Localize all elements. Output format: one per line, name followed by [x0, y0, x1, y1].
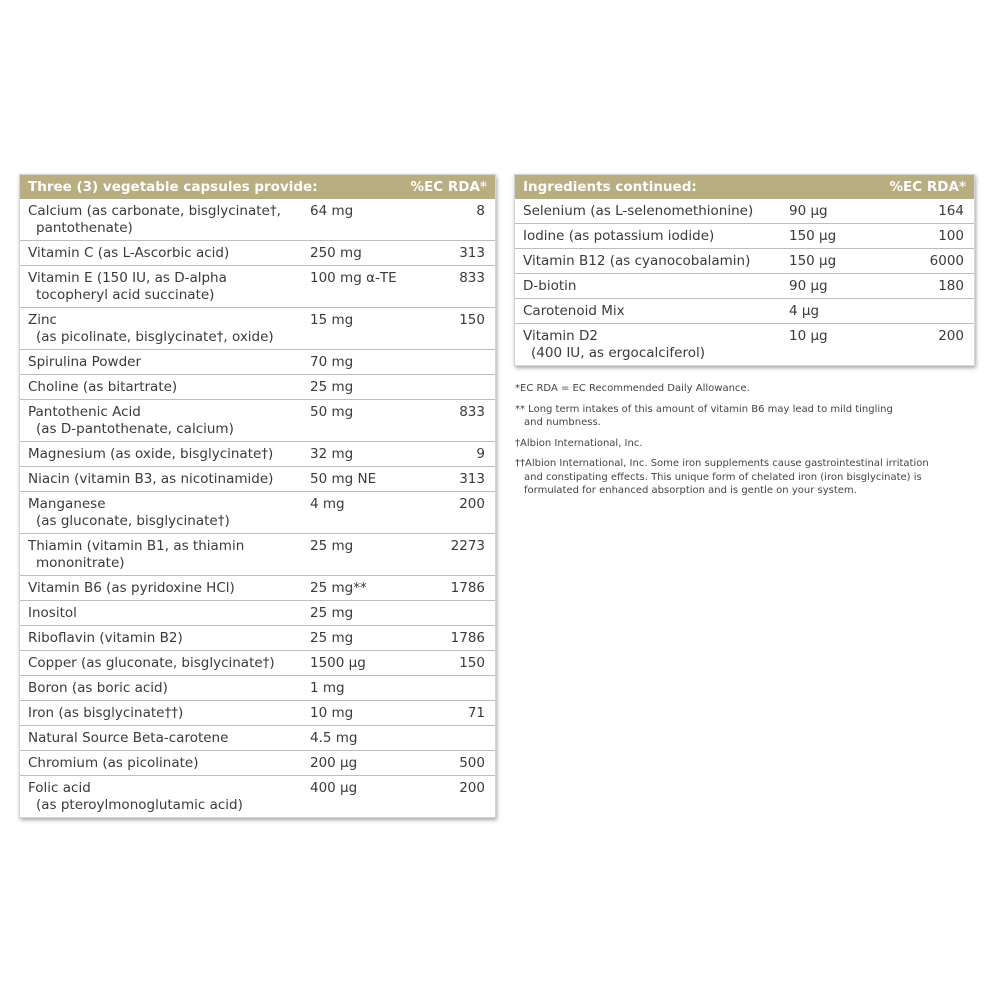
nutrient-name [20, 312, 310, 346]
nutrient-name-text: D-biotin [523, 278, 577, 294]
table-row [515, 323, 974, 365]
nutrient-name-detail: mononitrate) [36, 555, 125, 571]
nutrient-amount: 150 μg [789, 228, 837, 244]
table-row [20, 700, 495, 725]
footnote-text: †Albion International, Inc. [515, 437, 643, 449]
nutrient-name [515, 278, 789, 295]
nutrient-amount: 25 mg [310, 605, 354, 621]
nutrient-rda: 500 [459, 755, 485, 771]
nutrient-amount: 1500 μg [310, 655, 366, 671]
nutrient-name [20, 471, 310, 488]
nutrient-name-text: Spirulina Powder [28, 354, 142, 370]
table-row [20, 199, 495, 240]
nutrient-name [20, 630, 310, 647]
nutrient-amount: 1 mg [310, 680, 345, 696]
table-row [515, 199, 974, 223]
nutrient-rda: 150 [459, 312, 485, 328]
nutrient-amount: 25 mg [310, 630, 354, 646]
nutrient-amount: 250 mg [310, 245, 362, 261]
nutrient-name [20, 245, 310, 262]
nutrient-name-detail: (400 IU, as ergocalciferol) [531, 345, 706, 361]
nutrient-name-text: Vitamin C (as L-Ascorbic acid) [28, 245, 230, 261]
footnote-continuation: and numbness. [524, 417, 601, 428]
nutrient-rda: 200 [459, 496, 485, 512]
table-body [515, 199, 974, 365]
ingredients-continued-table [514, 174, 975, 366]
nutrient-name-text: Zinc [28, 312, 57, 328]
table-row [20, 307, 495, 349]
nutrient-name-detail: pantothenate) [36, 220, 133, 236]
table-header [20, 175, 495, 199]
nutrient-amount: 4.5 mg [310, 730, 358, 746]
nutrient-rda: 164 [938, 203, 964, 219]
nutrient-name [20, 580, 310, 597]
nutrient-amount: 100 mg α-TE [310, 270, 397, 286]
table-row [20, 374, 495, 399]
nutrient-name-text: Folic acid [28, 780, 91, 796]
nutrient-rda: 9 [476, 446, 485, 462]
nutrient-amount: 200 μg [310, 755, 358, 771]
nutrient-amount: 10 mg [310, 705, 354, 721]
nutrient-amount: 70 mg [310, 354, 354, 370]
nutrient-rda: 313 [459, 471, 485, 487]
table-row [515, 223, 974, 248]
nutrient-name-text: Vitamin B12 (as cyanocobalamin) [523, 253, 751, 269]
nutrient-rda [420, 730, 493, 747]
footnote [515, 382, 955, 396]
nutrient-name [20, 270, 310, 304]
nutrient-name [20, 605, 310, 622]
nutrient-name-text: Manganese [28, 496, 106, 512]
table-row [20, 775, 495, 817]
nutrient-rda: 180 [938, 278, 964, 294]
nutrient-rda: 2273 [450, 538, 485, 554]
table-row [515, 248, 974, 273]
nutrient-name-text: Boron (as boric acid) [28, 680, 168, 696]
footnote [515, 403, 955, 430]
nutrient-name-text: Vitamin E (150 IU, as D-alpha [28, 270, 227, 286]
nutrient-name-text: Calcium (as carbonate, bisglycinate†, [28, 203, 281, 219]
nutrient-rda [420, 379, 493, 396]
nutrient-rda: 200 [938, 328, 964, 344]
nutrient-name [20, 496, 310, 530]
table-body [20, 199, 495, 817]
table-row [20, 265, 495, 307]
nutrient-rda: 833 [459, 404, 485, 420]
nutrient-rda: 6000 [929, 253, 964, 269]
nutrient-name-text: Copper (as gluconate, bisglycinate†) [28, 655, 275, 671]
table-row [515, 273, 974, 298]
nutrient-rda [420, 354, 493, 371]
footnotes [515, 382, 955, 505]
nutrient-amount: 25 mg [310, 379, 354, 395]
table-row [20, 575, 495, 600]
table-row [20, 349, 495, 374]
table-row [20, 441, 495, 466]
nutrient-rda: 1786 [450, 580, 485, 596]
nutrient-name-text: Inositol [28, 605, 77, 621]
nutrient-name [515, 253, 789, 270]
nutrient-name [20, 354, 310, 371]
table-row [20, 650, 495, 675]
nutrient-name [515, 328, 789, 362]
nutrient-name [20, 446, 310, 463]
nutrient-amount: 25 mg [310, 538, 354, 554]
footnote-continuation: and constipating effects. This unique form of chelated iron (iron bisglycinate) is formulated for enhanced absorption and is gentle on your system. [524, 471, 922, 496]
table-header-title: Three (3) vegetable capsules provide: [28, 179, 318, 195]
table-row [20, 466, 495, 491]
table-row [20, 625, 495, 650]
nutrient-rda: 200 [459, 780, 485, 796]
nutrient-name-detail: (as picolinate, bisglycinate†, oxide) [36, 329, 274, 345]
nutrient-name-text: Vitamin B6 (as pyridoxine HCl) [28, 580, 235, 596]
nutrient-rda: 313 [459, 245, 485, 261]
footnote [515, 457, 955, 498]
nutrient-name-text: Riboflavin (vitamin B2) [28, 630, 183, 646]
nutrient-amount: 64 mg [310, 203, 354, 219]
nutrient-name [20, 730, 310, 747]
nutrient-amount: 4 μg [789, 303, 820, 319]
nutrient-name-text: Chromium (as picolinate) [28, 755, 199, 771]
nutrient-amount: 32 mg [310, 446, 354, 462]
nutrient-amount: 90 μg [789, 278, 828, 294]
table-header-title: Ingredients continued: [523, 179, 697, 195]
nutrient-name [515, 303, 789, 320]
nutrient-rda: 833 [459, 270, 485, 286]
nutrient-rda: 150 [459, 655, 485, 671]
nutrient-name-text: Selenium (as L-selenomethionine) [523, 203, 754, 219]
nutrient-name [20, 379, 310, 396]
nutrient-rda: 71 [467, 705, 485, 721]
nutrient-name-text: Vitamin D2 [523, 328, 598, 344]
table-header [515, 175, 974, 199]
table-row [20, 725, 495, 750]
nutrient-amount: 4 mg [310, 496, 345, 512]
nutrient-rda: 8 [476, 203, 485, 219]
nutrient-name [20, 755, 310, 772]
nutrient-name [515, 228, 789, 245]
footnote-text: ††Albion International, Inc. Some iron supplements cause gastrointestinal irritation [515, 458, 929, 469]
table-header-rda: %EC RDA* [889, 179, 966, 195]
footnote-text: *EC RDA = EC Recommended Daily Allowance. [515, 383, 750, 394]
nutrient-name [515, 203, 789, 220]
nutrient-name-text: Niacin (vitamin B3, as nicotinamide) [28, 471, 274, 487]
nutrient-name-detail: (as pteroylmonoglutamic acid) [36, 797, 243, 813]
nutrient-name-text: Iodine (as potassium iodide) [523, 228, 715, 244]
nutrient-rda: 100 [938, 228, 964, 244]
nutrient-name [20, 538, 310, 572]
nutrient-amount: 150 μg [789, 253, 837, 269]
table-row [20, 533, 495, 575]
nutrient-rda [420, 605, 493, 622]
nutrient-name-text: Pantothenic Acid [28, 404, 141, 420]
nutrient-name-text: Natural Source Beta-carotene [28, 730, 229, 746]
table-row [20, 399, 495, 441]
nutrient-name-detail: (as gluconate, bisglycinate†) [36, 513, 230, 529]
nutrient-name-text: Carotenoid Mix [523, 303, 625, 319]
nutrient-name-text: Iron (as bisglycinate††) [28, 705, 184, 721]
nutrient-rda [420, 680, 493, 697]
nutrient-amount: 400 μg [310, 780, 358, 796]
nutrient-amount: 50 mg [310, 404, 354, 420]
nutrient-name [20, 780, 310, 814]
table-row [20, 600, 495, 625]
nutrient-name-detail: tocopheryl acid succinate) [36, 287, 215, 303]
table-row [20, 750, 495, 775]
nutrient-name [20, 655, 310, 672]
nutrient-rda [899, 303, 972, 320]
nutrient-name [20, 705, 310, 722]
table-row [20, 675, 495, 700]
nutrient-amount: 10 μg [789, 328, 828, 344]
nutrient-amount: 25 mg** [310, 580, 367, 596]
nutrient-name [20, 404, 310, 438]
nutrient-name-text: Choline (as bitartrate) [28, 379, 178, 395]
table-header-rda: %EC RDA* [410, 179, 487, 195]
nutrient-name-detail: (as D-pantothenate, calcium) [36, 421, 234, 437]
nutrient-amount: 15 mg [310, 312, 354, 328]
footnote-text: ** Long term intakes of this amount of vitamin B6 may lead to mild tingling [515, 403, 893, 415]
footnote [515, 437, 955, 451]
nutrient-rda: 1786 [450, 630, 485, 646]
nutrition-table [19, 174, 496, 818]
nutrient-amount: 50 mg NE [310, 471, 377, 487]
table-row [515, 298, 974, 323]
nutrient-amount: 90 μg [789, 203, 828, 219]
nutrient-name-text: Thiamin (vitamin B1, as thiamin [28, 538, 245, 554]
table-row [20, 491, 495, 533]
nutrient-name [20, 203, 310, 237]
nutrient-name [20, 680, 310, 697]
nutrient-name-text: Magnesium (as oxide, bisglycinate†) [28, 446, 274, 462]
table-row [20, 240, 495, 265]
